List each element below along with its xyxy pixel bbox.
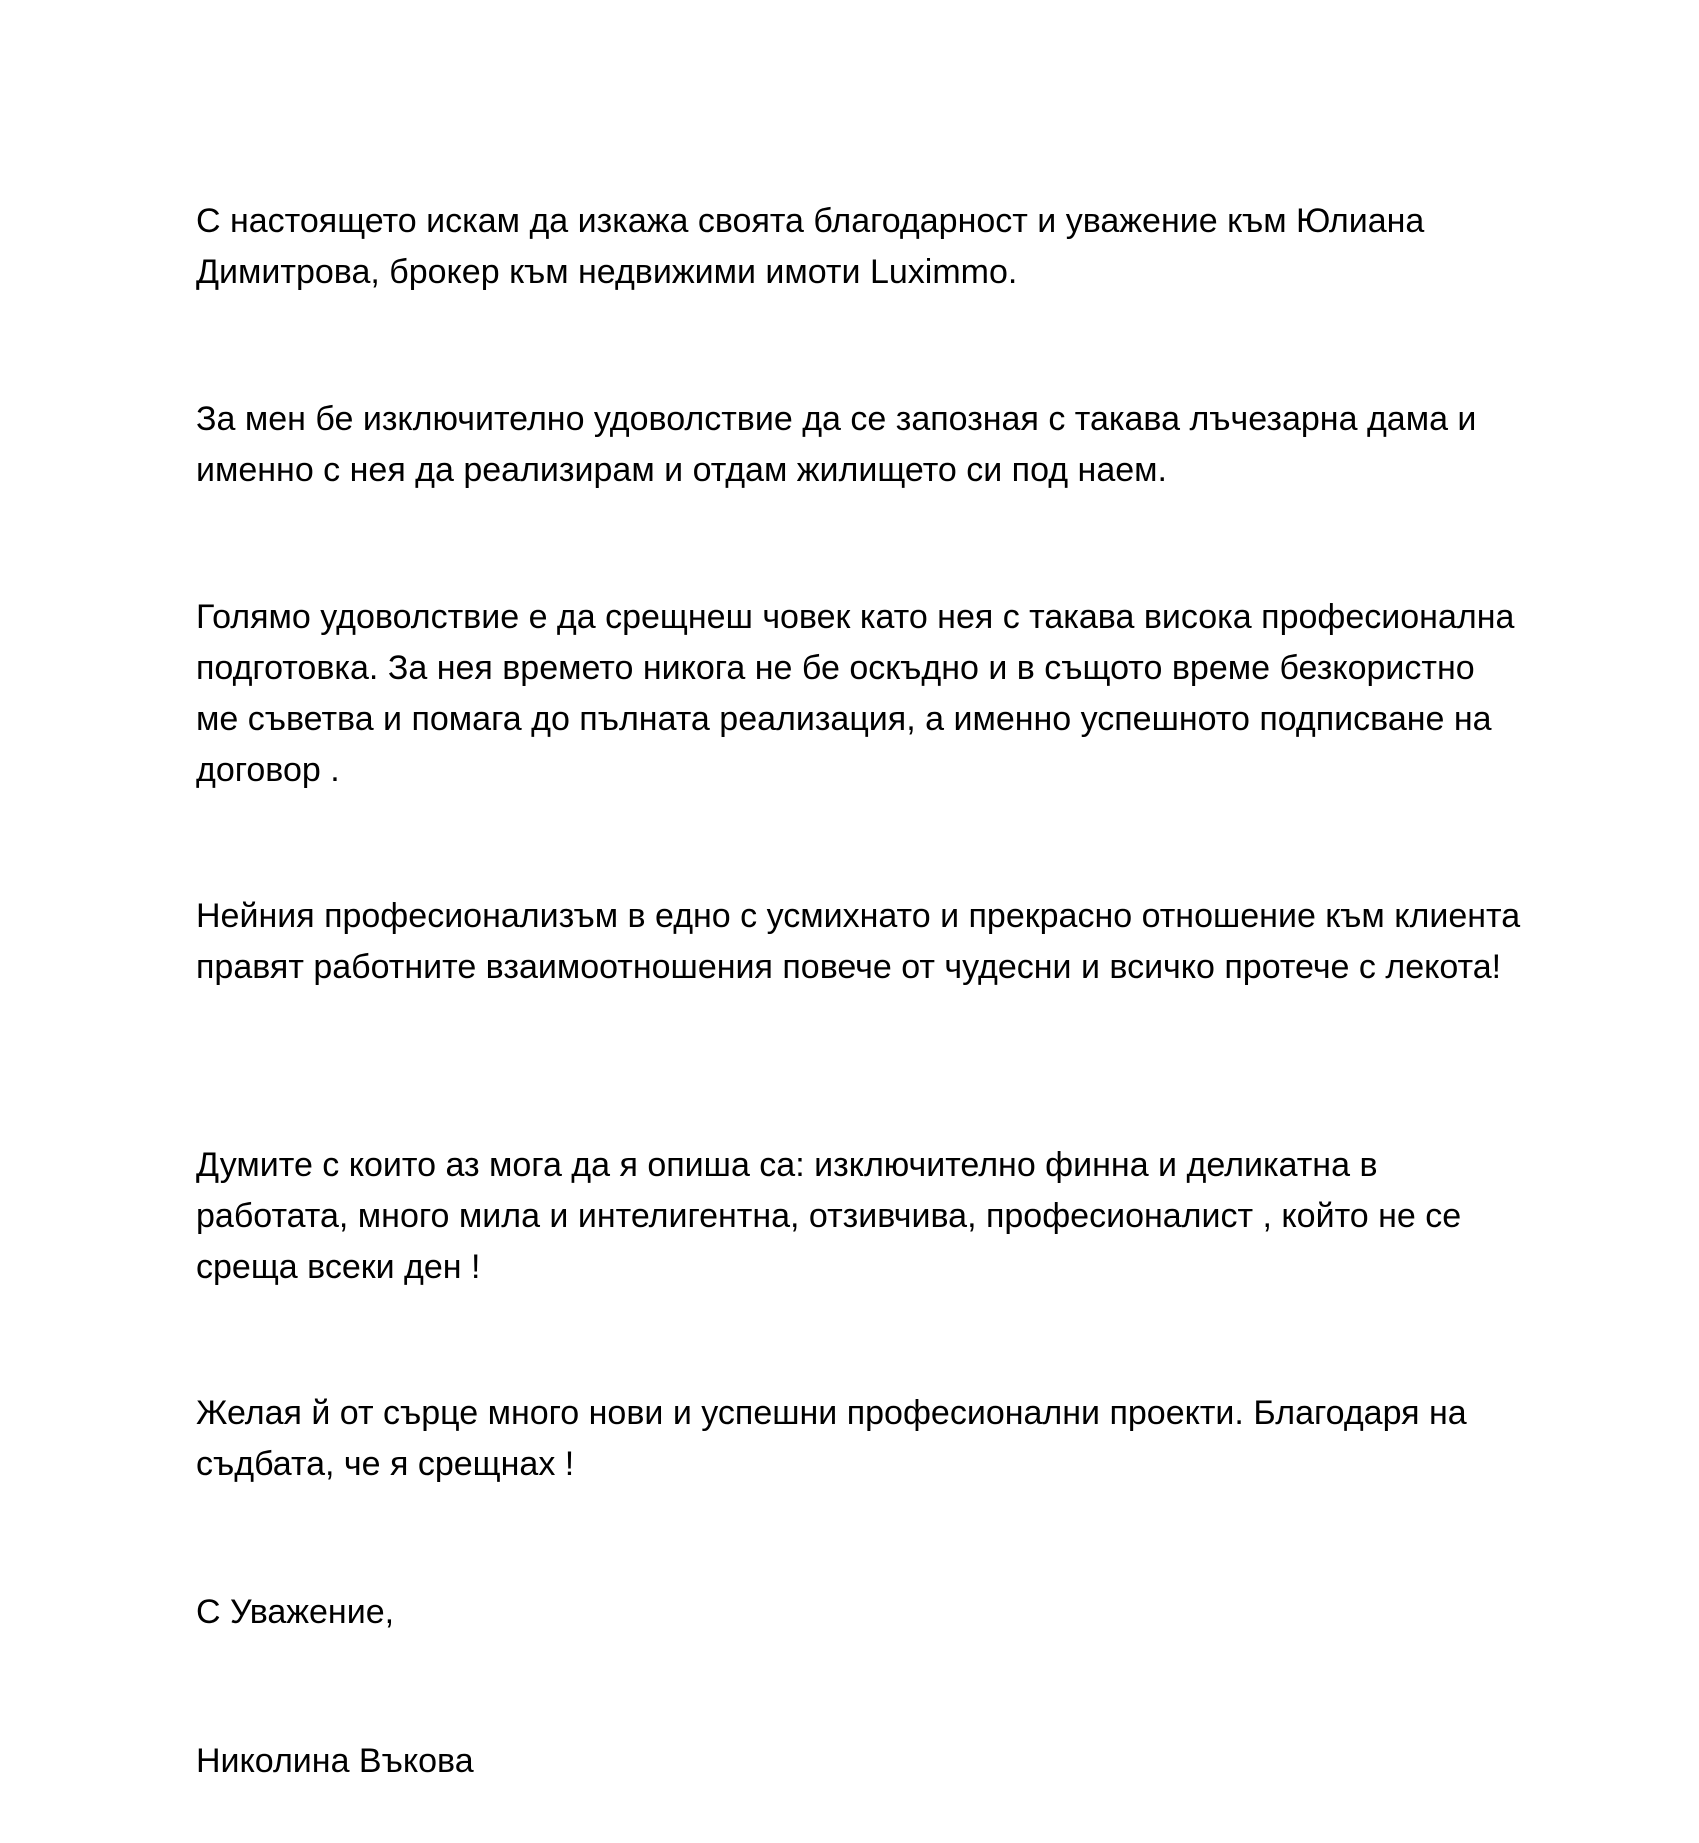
paragraph-description: Думите с които аз мога да я опиша са: изключително финна и деликатна в работата, много мила и интелигентна, отзивчива, професионалист , който не се среща всеки ден ! — [196, 1146, 1462, 1286]
closing-salutation: С Уважение, — [196, 1593, 395, 1631]
signature-name: Николина Въкова — [196, 1742, 474, 1780]
paragraph-pleasure: За мен бе изключително удоволствие да се запозная с такава лъчезарна дама и именно с нея да реализирам и отдам жилището си под наем. — [196, 400, 1477, 489]
paragraph-wishes: Желая й от сърце много нови и успешни професионални проекти. Благодаря на съдбата, че я срещнах ! — [196, 1394, 1467, 1483]
paragraph-gratitude: С настоящето искам да изкажа своята благодарност и уважение към Юлиана Димитрова, брокер към недвижими имоти Luximmo. — [196, 202, 1425, 291]
paragraph-attitude: Нейния професионализъм в едно с усмихнато и прекрасно отношение към клиента правят работните взаимоотношения повече от чудесни и всичко протече с лекота! — [196, 897, 1521, 986]
paragraph-professionalism: Голямо удоволствие е да срещнеш човек като нея с такава висока професионална подготовка. За нея времето никога не бе оскъдно и в същото време безкористно ме съветва и помага до пълната реализация, а именно успешното подписване на договор . — [196, 598, 1515, 789]
